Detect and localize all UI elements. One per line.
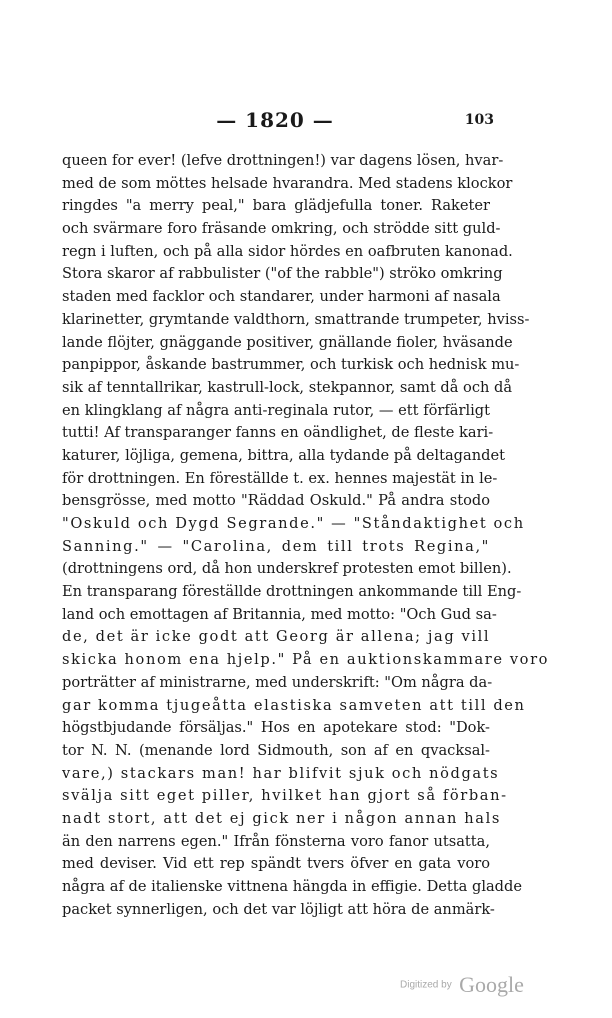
- digitized-watermark: [400, 972, 524, 1002]
- watermark-prefix: Digitized by: [400, 979, 452, 991]
- page-header: [60, 108, 494, 136]
- text-line: En transparang föreställde drottningen ankommande till Eng-: [62, 583, 522, 601]
- text-line: med deviser. Vid ett rep spändt tvers öfver en gata voro: [62, 855, 490, 873]
- text-line: packet synnerligen, och det var löjligt att höra de anmärk-: [62, 900, 495, 918]
- text-line: tor N. N. (menande lord Sidmouth, son af en qvacksal-: [62, 741, 490, 759]
- text-line: bensgrösse, med motto "Räddad Oskuld." På andra stodo: [62, 492, 490, 510]
- text-line: vare,) stackars man! har blifvit sjuk och nödgats: [62, 764, 500, 782]
- google-logo: Google: [459, 972, 524, 997]
- text-line: queen for ever! (lefve drottningen!) var dagens lösen, hvar-: [62, 152, 504, 169]
- text-line: Sanning." — "Carolina, dem till trots Regina,": [62, 537, 490, 555]
- text-line: regn i luften, och på alla sidor hördes en oafbruten kanonad.: [62, 242, 513, 260]
- text-line: nadt stort, att det ej gick ner i någon annan hals: [62, 809, 501, 827]
- text-line: än den narrens egen." Ifrån fönsterna voro fanor utsatta,: [62, 832, 490, 850]
- text-line: (drottningens ord, då hon underskref protesten emot billen).: [62, 560, 512, 578]
- text-line: gar komma tjugeåtta elastiska samveten att till den: [62, 696, 526, 714]
- text-line: för drottningen. En föreställde t. ex. hennes majestät in le-: [62, 469, 498, 487]
- text-line: staden med facklor och standarer, under harmoni af nasala: [62, 288, 501, 306]
- text-line: skicka honom ena hjelp." På en auktionskammare voro: [62, 651, 550, 669]
- text-line: de, det är icke godt att Georg är allena; jag vill: [62, 628, 491, 646]
- text-line: tutti! Af transparanger fanns en oändlighet, de fleste kari-: [62, 424, 494, 442]
- text-line: svälja sitt eget piller, hvilket han gjort så förban-: [62, 787, 508, 805]
- running-title: — 1820 —: [216, 108, 334, 132]
- text-line: lande flöjter, gnäggande positiver, gnällande fioler, hväsande: [62, 333, 513, 351]
- text-line: porträtter af ministrarne, med underskrift: "Om några da-: [62, 673, 493, 691]
- text-line: högstbjudande försäljas." Hos en apotekare stod: "Dok-: [62, 719, 490, 737]
- page-number: 103: [464, 112, 494, 128]
- text-line: Stora skaror af rabbulister ("of the rabble") ströko omkring: [62, 265, 503, 283]
- text-line: land och emottagen af Britannia, med motto: "Och Gud sa-: [62, 605, 497, 623]
- text-line: med de som möttes helsade hvarandra. Med stadens klockor: [62, 174, 513, 192]
- text-line: katurer, löjliga, gemena, bittra, alla tydande på deltagandet: [62, 446, 505, 464]
- text-line: några af de italienske vittnena hängda in effigie. Detta gladde: [62, 878, 523, 895]
- text-line: ringdes "a merry peal," bara glädjefulla toner. Raketer: [62, 197, 490, 215]
- text-line: panpippor, åskande bastrummer, och turkisk och hednisk mu-: [62, 356, 520, 374]
- text-line: "Oskuld och Dygd Segrande." — "Ståndaktighet och: [62, 515, 525, 532]
- text-line: en klingklang af några anti-reginala rutor, — ett förfärligt: [62, 401, 490, 419]
- body-text: [62, 150, 550, 921]
- text-line: sik af tenntallrikar, kastrull-lock, stekpannor, samt då och då: [62, 378, 513, 396]
- text-line: och svärmare foro fräsande omkring, och strödde sitt guld-: [62, 220, 501, 238]
- text-line: klarinetter, grymtande valdthorn, smattrande trumpeter, hviss-: [62, 310, 530, 328]
